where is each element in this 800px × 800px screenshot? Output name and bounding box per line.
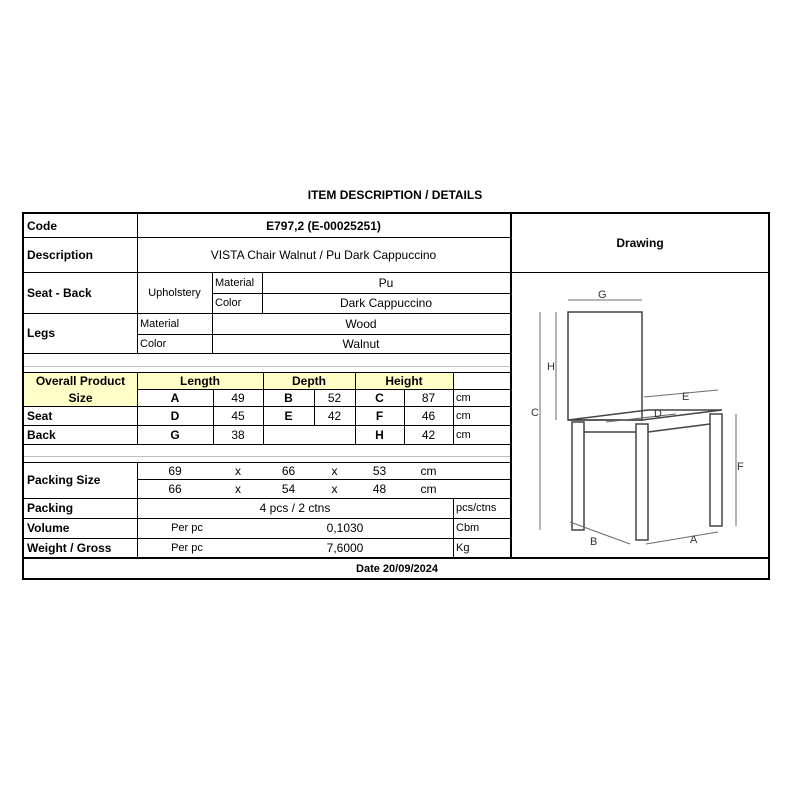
item-details-table [22, 212, 770, 580]
volume-label: Volume [27, 521, 70, 535]
dim-label-b: B [590, 536, 598, 548]
dim-code: C [375, 390, 384, 405]
seat-material-value: Pu [378, 275, 394, 290]
volume-per: Per pc [171, 522, 203, 534]
dim-unit: cm [456, 409, 471, 422]
upholstery-label: Upholstery [148, 286, 201, 299]
dim-unit: cm [456, 391, 471, 404]
weight-label: Weight / Gross [27, 540, 112, 555]
length-header: Length [180, 373, 220, 388]
description-label: Description [27, 247, 94, 262]
dim-unit: cm [456, 428, 471, 441]
packing-size-a: 69 [168, 463, 182, 478]
dim-code: A [170, 390, 180, 405]
dim-value: 49 [231, 390, 245, 405]
chair-outline [568, 312, 722, 540]
dim-code: E [284, 408, 293, 423]
dim-code: B [284, 390, 293, 405]
dim-value: 52 [327, 390, 342, 405]
packing-size-b: 54 [281, 481, 296, 496]
packing-size-label: Packing Size [27, 473, 101, 487]
dim-label-a: A [690, 534, 698, 546]
dim-label-f: F [737, 461, 744, 473]
dim-code: H [375, 427, 384, 442]
packing-size-c: 53 [372, 463, 387, 478]
seat-color-label: Color [215, 297, 242, 309]
description-value: VISTA Chair Walnut / Pu Dark Cappuccino [210, 247, 437, 262]
dim-code: D [170, 408, 180, 423]
depth-header: Depth [292, 373, 326, 388]
seat-back-label: Seat - Back [27, 285, 92, 300]
dim-value: 42 [327, 408, 342, 423]
dim-code: F [375, 408, 384, 423]
dim-label-c: C [531, 407, 539, 419]
seat-material-label: Material [215, 276, 255, 289]
packing-size-unit: cm [420, 481, 437, 496]
overall-size-label-1: Overall Product [35, 373, 126, 388]
weight-value: 7,6000 [326, 540, 364, 555]
packing-size-x: x [331, 463, 338, 478]
dim-label-g: G [598, 289, 607, 301]
dim-value: 87 [421, 390, 436, 405]
seat-dims-label: Seat [27, 408, 53, 423]
packing-unit: pcs/ctns [456, 502, 497, 514]
date-label: Date 20/09/2024 [356, 563, 438, 575]
legs-label: Legs [27, 326, 56, 340]
legs-material-value: Wood [345, 316, 377, 331]
volume-unit: Cbm [456, 522, 480, 534]
dim-value: 46 [421, 408, 436, 423]
legs-material-label: Material [140, 317, 180, 330]
dim-value: 42 [421, 427, 436, 442]
packing-size-c: 48 [372, 481, 387, 496]
weight-per: Per pc [171, 541, 203, 554]
packing-value: 4 pcs / 2 ctns [259, 501, 331, 515]
overall-size-label-2: Size [68, 390, 93, 405]
packing-size-b: 66 [281, 463, 296, 478]
packing-size-x: x [235, 463, 241, 478]
dim-label-e: E [682, 391, 690, 403]
page-title: ITEM DESCRIPTION / DETAILS [307, 188, 483, 202]
code-label: Code [27, 218, 57, 233]
height-header: Height [385, 373, 423, 388]
dim-code: G [170, 427, 180, 442]
dim-value: 38 [231, 427, 245, 442]
dim-value: 45 [231, 408, 245, 423]
packing-size-x: x [235, 481, 241, 496]
chair-drawing [24, 214, 768, 578]
packing-label: Packing [27, 501, 74, 515]
legs-color-value: Walnut [342, 336, 380, 351]
dim-label-d: D [654, 408, 662, 420]
dimension-lines [540, 300, 736, 544]
packing-size-x: x [331, 481, 338, 496]
seat-color-value: Dark Cappuccino [339, 296, 433, 310]
volume-value: 0,1030 [326, 521, 364, 535]
dim-label-h: H [547, 361, 555, 373]
weight-unit: Kg [456, 541, 470, 554]
packing-size-unit: cm [420, 463, 437, 478]
drawing-label: Drawing [616, 236, 664, 250]
code-value: E797,2 (E-00025251) [266, 218, 381, 233]
legs-color-label: Color [140, 337, 167, 350]
packing-size-a: 66 [168, 481, 182, 496]
back-dims-label: Back [27, 427, 56, 442]
